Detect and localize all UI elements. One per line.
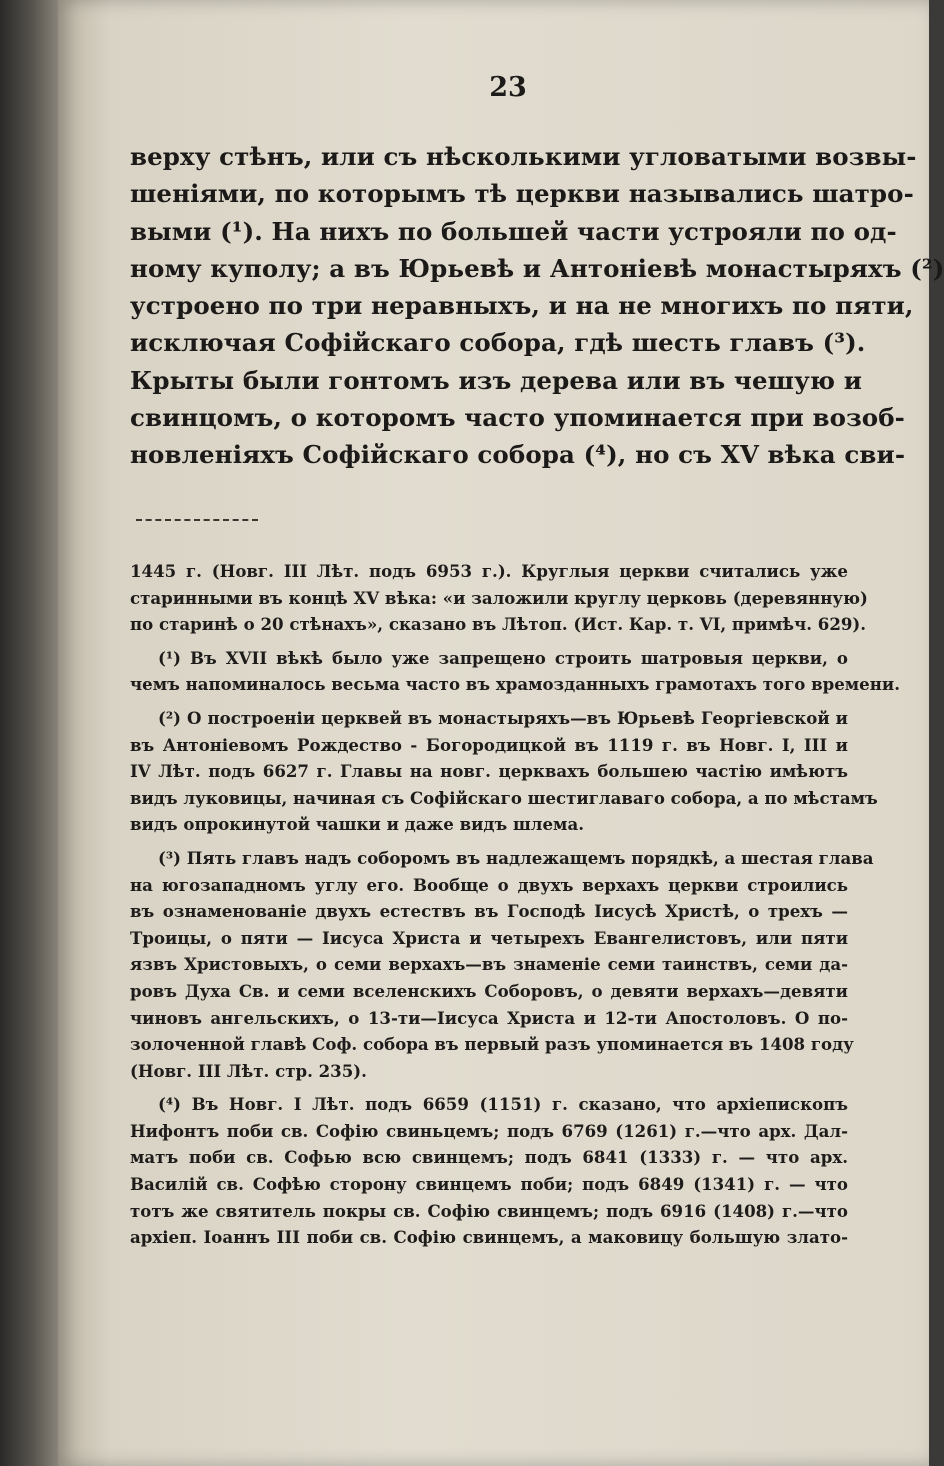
- main-text-line: новленіяхъ Софійскаго собора (⁴), но съ XV вѣка сви-: [130, 440, 906, 470]
- footnote-line: архіеп. Іоаннъ III поби св. Софію свинцемъ, а маковицу большую злато-: [130, 1227, 848, 1248]
- footnote-separator-rule: [136, 519, 258, 521]
- footnote-line: въ ознаменованіе двухъ естествъ въ Господѣ Іисусѣ Христѣ, о трехъ —: [130, 901, 848, 922]
- main-text-line: исключая Софійскаго собора, гдѣ шесть главъ (³).: [130, 328, 866, 358]
- page-number: 23: [489, 72, 527, 103]
- footnote-2: [130, 705, 878, 838]
- footnote-line: по старинѣ о 20 стѣнахъ», сказано въ Лѣтоп. (Ист. Кар. т. VI, примѣч. 629).: [130, 614, 867, 635]
- footnote-line: (⁴) Въ Новг. I Лѣт. подъ 6659 (1151) г. сказано, что архіепископъ: [158, 1094, 848, 1115]
- main-text-line: шеніями, по которымъ тѣ церкви назывались шатро-: [130, 179, 914, 209]
- book-page: [58, 0, 944, 1466]
- footnote-line: Нифонтъ поби св. Софію свиньцемъ; подъ 6769 (1261) г.—что арх. Дал-: [130, 1120, 848, 1141]
- footnote-line: тотъ же святитель покры св. Софію свинцемъ; подъ 6916 (1408) г.—что: [130, 1200, 848, 1221]
- footnote-line: видъ луковицы, начиная съ Софійскаго шестиглаваго собора, а по мѣстамъ: [130, 787, 878, 808]
- main-text-line: ному куполу; а въ Юрьевѣ и Антоніевѣ монастыряхъ (²): [130, 253, 944, 283]
- footnote-3: [130, 845, 874, 1084]
- footnote-line: Василій св. Софѣю сторону свинцемъ поби; подъ 6849 (1341) г. — что: [130, 1174, 848, 1195]
- footnote-line: (²) О построеніи церквей въ монастыряхъ—въ Юрьевѣ Георгіевской и: [158, 707, 848, 728]
- footnote-line: язвъ Христовыхъ, о семи верхахъ—въ знаменіе семи таинствъ, семи да-: [130, 954, 848, 975]
- footnote-line: Троицы, о пяти — Іисуса Христа и четырехъ Евангелистовъ, или пяти: [130, 927, 848, 948]
- footnote-line: (Новг. III Лѣт. стр. 235).: [130, 1060, 367, 1081]
- footnote-line: IV Лѣт. подъ 6627 г. Главы на новг. церквахъ большею частію имѣютъ: [130, 761, 848, 782]
- footnote-line: 1445 г. (Новг. III Лѣт. подъ 6953 г.). Круглыя церкви считались уже: [130, 561, 848, 581]
- main-text-line: Крыты были гонтомъ изъ дерева или въ чешую и: [130, 365, 862, 395]
- main-text-line: устроено по три неравныхъ, и на не многихъ по пяти,: [130, 291, 914, 321]
- footnote-line: въ Антоніевомъ Рождество - Богородицкой въ 1119 г. въ Новг. I, III и: [130, 734, 848, 755]
- main-text-line: выми (¹). На нихъ по большей части устрояли по од-: [130, 216, 897, 246]
- main-text-line: свинцомъ, о которомъ часто упоминается при возоб-: [130, 403, 905, 433]
- footnote-line: чиновъ ангельскихъ, о 13-ти—Іисуса Христа и 12-ти Апостоловъ. О по-: [130, 1007, 848, 1028]
- footnote-line: (³) Пять главъ надъ соборомъ въ надлежащемъ порядкѣ, а шестая глава: [158, 847, 874, 868]
- footnote-line: на югозападномъ углу его. Вообще о двухъ верхахъ церкви строились: [130, 874, 848, 895]
- footnote-line: (¹) Въ XVII вѣкѣ было уже запрещено строить шатровыя церкви, о: [158, 647, 848, 668]
- footnote-1: [130, 645, 900, 698]
- footnote-line: матъ поби св. Софью всю свинцемъ; подъ 6841 (1333) г. — что арх.: [130, 1147, 848, 1168]
- book-binding-gutter: [0, 0, 60, 1466]
- footnote-continuation: [130, 558, 868, 638]
- footnote-line: старинными въ концѣ XV вѣка: «и заложили круглу церковь (деревянную): [130, 587, 868, 608]
- footnote-line: видъ опрокинутой чашки и даже видъ шлема.: [130, 814, 585, 835]
- footnotes-block: [130, 558, 900, 1258]
- footnote-4: [130, 1091, 848, 1251]
- main-text-block: [130, 138, 944, 474]
- footnote-line: ровъ Духа Св. и семи вселенскихъ Соборовъ, о девяти верхахъ—девяти: [130, 980, 848, 1001]
- main-text-line: верху стѣнъ, или съ нѣсколькими угловатыми возвы-: [130, 142, 917, 171]
- footnote-line: золоченной главѣ Соф. собора въ первый разъ упоминается въ 1408 году: [130, 1034, 854, 1055]
- footnote-line: чемъ напоминалось весьма часто въ храмозданныхъ грамотахъ того времени.: [130, 674, 900, 695]
